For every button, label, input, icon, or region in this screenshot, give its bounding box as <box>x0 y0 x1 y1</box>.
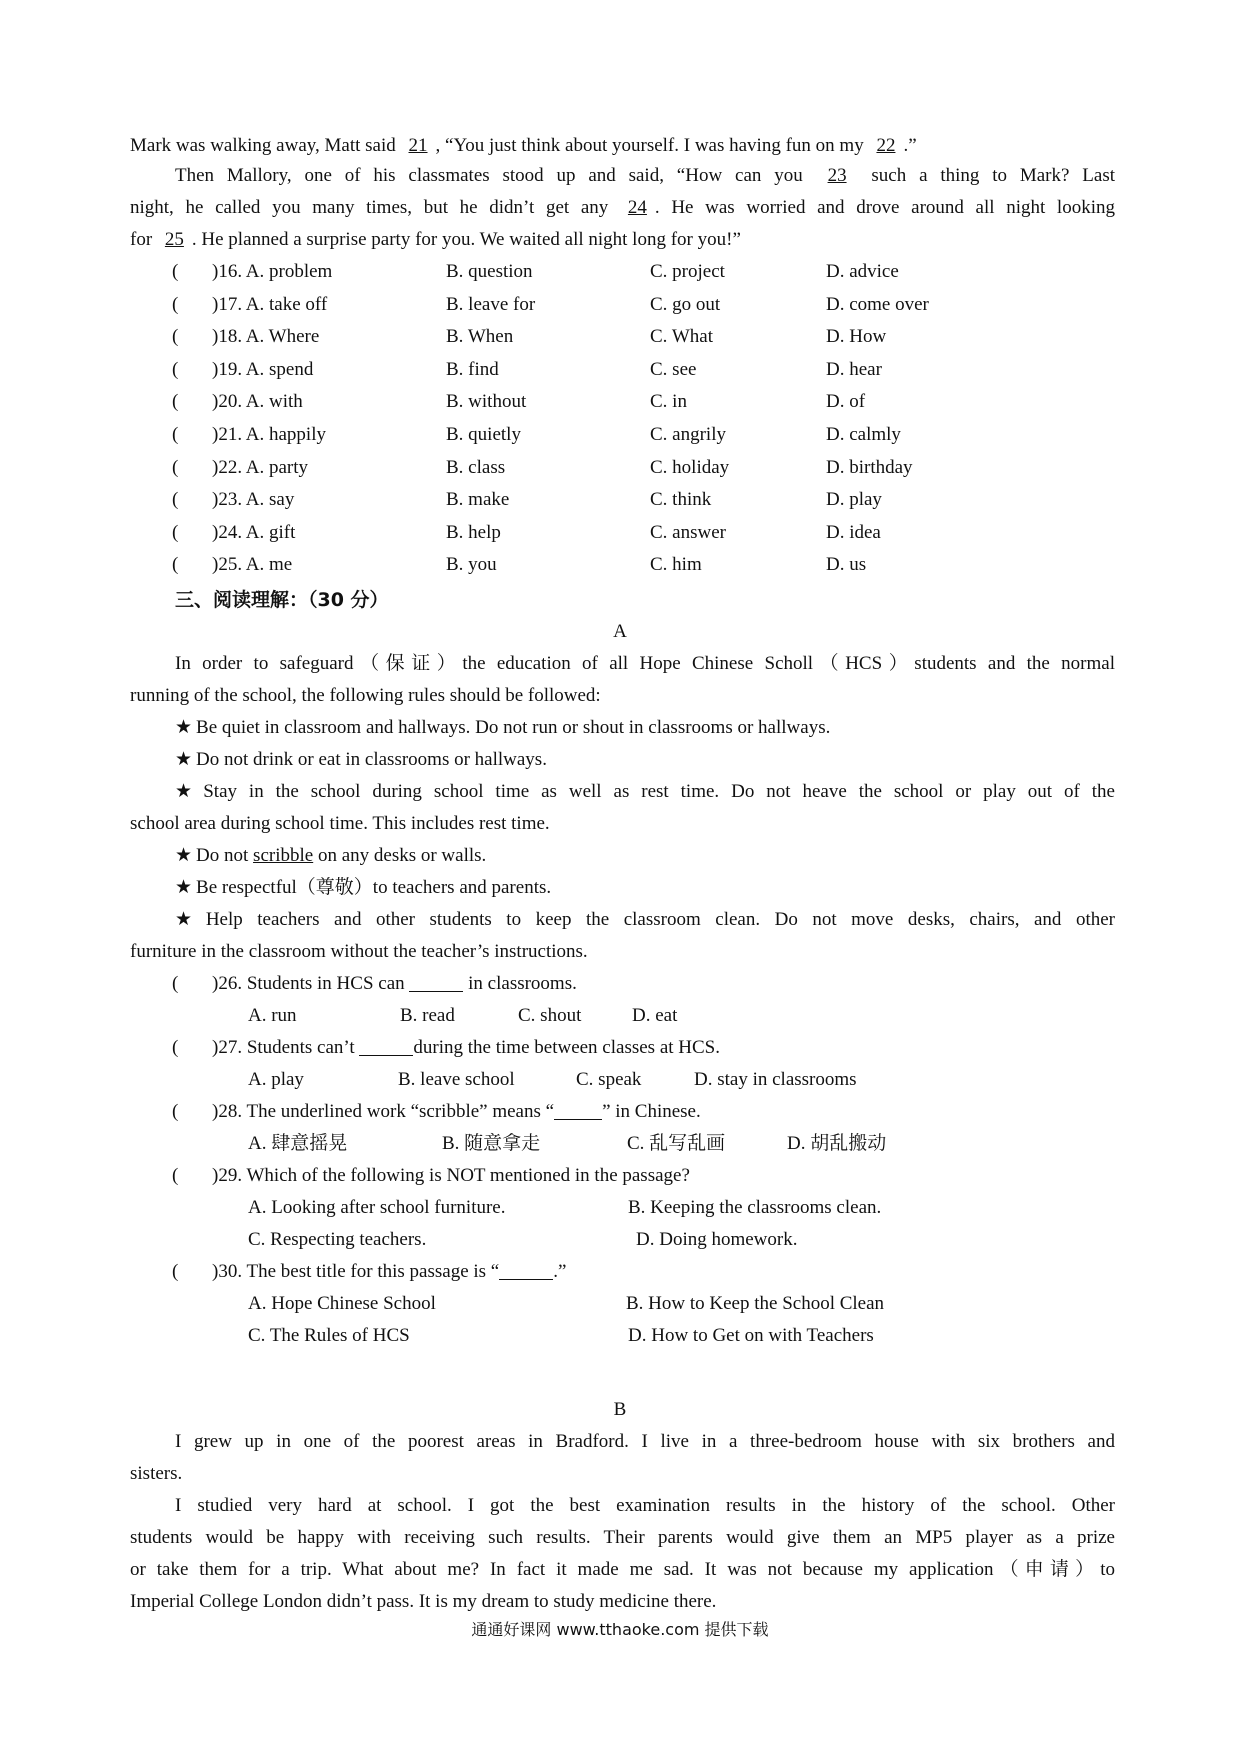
option-c: C. answer <box>650 522 726 543</box>
page-footer: 通通好课网 www.tthaoke.com 提供下载 <box>471 1620 769 1639</box>
cloze-line-1 <box>130 133 1115 159</box>
option-c: C. holiday <box>650 457 730 478</box>
underlined-word: scribble <box>253 845 314 866</box>
answer-paren: ( <box>172 973 179 994</box>
question-number-option-a: )21. A. happily <box>212 424 326 445</box>
answer-blank <box>359 1037 413 1056</box>
answer-paren: ( <box>172 457 179 478</box>
rule-text: on any desks or walls. <box>313 845 487 866</box>
answer-blank <box>499 1261 553 1280</box>
question-26 <box>0 971 1240 997</box>
question-26-options <box>0 1003 1240 1029</box>
option-d: D. hear <box>826 359 882 380</box>
option-d: D. advice <box>826 261 899 282</box>
cloze-line-3 <box>130 195 1115 221</box>
question-27 <box>0 1035 1240 1061</box>
passage-b-line-1: I grew up in one of the poorest areas in Bradford. I live in a three-bedroom house with six brothers and <box>175 1431 1115 1452</box>
option-b: B. When <box>446 326 514 347</box>
text: for <box>130 229 157 250</box>
answer-paren: ( <box>172 1101 179 1122</box>
option-c: C. him <box>650 554 702 575</box>
option-b: B. Keeping the classrooms clean. <box>628 1197 882 1218</box>
cloze-question <box>0 292 1240 318</box>
answer-paren: ( <box>172 261 179 282</box>
cloze-question <box>0 552 1240 578</box>
rule-2 <box>175 747 1115 773</box>
passage-b-line-2: sisters. <box>130 1463 183 1484</box>
option-b: B. without <box>446 391 527 412</box>
text: Mark was walking away, Matt said <box>130 135 401 156</box>
option-d: D. eat <box>632 1005 678 1026</box>
cloze-question <box>0 520 1240 546</box>
option-c: C. shout <box>518 1005 582 1026</box>
option-a: A. 肆意摇晃 <box>248 1133 348 1154</box>
option-b: B. help <box>446 522 501 543</box>
rule-3-cont: school area during school time. This includes rest time. <box>130 813 550 834</box>
option-c: C. see <box>650 359 697 380</box>
option-d: D. 胡乱搬动 <box>787 1133 887 1154</box>
rule-6-cont: furniture in the classroom without the teacher’s instructions. <box>130 941 588 962</box>
rule-text: Help teachers and other students to keep the classroom clean. Do not move desks, chairs, and other <box>205 909 1115 930</box>
answer-paren: ( <box>172 424 179 445</box>
section-heading: 三、阅读理解：（30 分） <box>175 589 389 611</box>
option-b: B. class <box>446 457 506 478</box>
answer-paren: ( <box>172 326 179 347</box>
question-number-option-a: )17. A. take off <box>212 294 328 315</box>
option-d: D. idea <box>826 522 881 543</box>
option-d: D. come over <box>826 294 929 315</box>
answer-paren: ( <box>172 489 179 510</box>
option-c: C. think <box>650 489 712 510</box>
cloze-line-4 <box>130 227 1115 253</box>
passage-b-line-6: Imperial College London didn’t pass. It is my dream to study medicine there. <box>130 1591 717 1612</box>
answer-paren: ( <box>172 391 179 412</box>
question-number-option-a: )22. A. party <box>212 457 309 478</box>
blank-25: 25 <box>164 229 184 250</box>
star-icon: ★ <box>175 781 200 802</box>
option-b: B. question <box>446 261 533 282</box>
option-d: D. How to Get on with Teachers <box>628 1325 874 1346</box>
passage-b-line-5: or take them for a trip. What about me? In fact it made me sad. It was not because my application（申请）to <box>130 1559 1115 1580</box>
cloze-question <box>0 455 1240 481</box>
option-c: C. project <box>650 261 725 282</box>
blank-23: 23 <box>827 165 847 186</box>
passage-b-label: B <box>613 1399 627 1420</box>
passage-b-line-4: students would be happy with receiving such results. Their parents would give them an MP5 player as a prize <box>130 1527 1115 1548</box>
question-27-options <box>0 1067 1240 1093</box>
question-30-options-row2 <box>0 1323 1240 1349</box>
star-icon: ★ <box>175 717 193 738</box>
passage-a-label: A <box>613 621 627 642</box>
option-d: D. play <box>826 489 882 510</box>
cloze-question <box>0 487 1240 513</box>
question-29-options-row1 <box>0 1195 1240 1221</box>
question-29 <box>0 1163 1240 1189</box>
text: . He was worried and drove around all night looking <box>654 197 1115 218</box>
passage-b-line-3: I studied very hard at school. I got the best examination results in the history of the school. Other <box>175 1495 1115 1516</box>
option-b: B. 随意拿走 <box>442 1133 541 1154</box>
question-number-option-a: )23. A. say <box>212 489 295 510</box>
text: , “You just think about yourself. I was having fun on my <box>435 135 869 156</box>
option-c: C. in <box>650 391 687 412</box>
text: .” <box>903 135 917 156</box>
rule-text: Be respectful（尊敬）to teachers and parents. <box>196 877 552 898</box>
cloze-question <box>0 422 1240 448</box>
blank-24: 24 <box>627 197 647 218</box>
rule-text: Stay in the school during school time as well as rest time. Do not heave the school or play out of the <box>203 781 1115 802</box>
answer-paren: ( <box>172 1165 179 1186</box>
answer-paren: ( <box>172 522 179 543</box>
text: such a thing to Mark? Last <box>858 165 1115 186</box>
answer-blank <box>409 973 463 992</box>
option-c: C. The Rules of HCS <box>248 1325 410 1346</box>
question-number-option-a: )16. A. problem <box>212 261 333 282</box>
option-c: C. 乱写乱画 <box>627 1133 726 1154</box>
cloze-question <box>0 389 1240 415</box>
option-b: B. read <box>400 1005 455 1026</box>
option-c: C. Respecting teachers. <box>248 1229 427 1250</box>
option-c: C. What <box>650 326 713 347</box>
blank-21: 21 <box>408 135 428 156</box>
rule-1 <box>175 715 1115 741</box>
rule-4 <box>175 843 1115 869</box>
rule-text: Do not drink or eat in classrooms or hallways. <box>196 749 547 770</box>
answer-paren: ( <box>172 1037 179 1058</box>
star-icon: ★ <box>175 749 193 770</box>
answer-paren: ( <box>172 554 179 575</box>
text: . He planned a surprise party for you. We waited all night long for you!” <box>191 229 741 250</box>
rule-text: Do not <box>196 845 254 866</box>
option-b: B. leave for <box>446 294 536 315</box>
option-a: A. Looking after school furniture. <box>248 1197 506 1218</box>
answer-blank <box>554 1101 602 1120</box>
question-28-options <box>0 1131 1240 1157</box>
question-29-options-row2 <box>0 1227 1240 1253</box>
option-b: B. find <box>446 359 499 380</box>
cloze-line-2 <box>175 163 1115 189</box>
option-b: B. you <box>446 554 497 575</box>
star-icon: ★ <box>175 877 193 898</box>
option-d: D. Doing homework. <box>636 1229 798 1250</box>
question-stem: )26. Students in HCS can in classrooms. <box>212 973 577 994</box>
option-a: A. run <box>248 1005 297 1026</box>
option-c: C. angrily <box>650 424 726 445</box>
text: night, he called you many times, but he didn’t get any <box>130 197 620 218</box>
star-icon: ★ <box>175 909 202 930</box>
passage-a-intro-1: In order to safeguard（保证）the education of all Hope Chinese Scholl（HCS）students and the normal <box>175 653 1115 674</box>
option-d: D. of <box>826 391 866 412</box>
option-b: B. How to Keep the School Clean <box>626 1293 885 1314</box>
cloze-question <box>0 259 1240 285</box>
rule-3 <box>175 779 1115 805</box>
question-30 <box>0 1259 1240 1285</box>
question-stem: )28. The underlined work “scribble” means “ ” in Chinese. <box>212 1101 701 1122</box>
option-d: D. us <box>826 554 867 575</box>
option-a: A. Hope Chinese School <box>248 1293 436 1314</box>
option-d: D. calmly <box>826 424 901 445</box>
question-30-options-row1 <box>0 1291 1240 1317</box>
rule-text: Be quiet in classroom and hallways. Do not run or shout in classrooms or hallways. <box>196 717 831 738</box>
question-number-option-a: )20. A. with <box>212 391 303 412</box>
question-number-option-a: )19. A. spend <box>212 359 314 380</box>
question-stem: )29. Which of the following is NOT mentioned in the passage? <box>212 1165 690 1186</box>
question-number-option-a: )18. A. Where <box>212 326 320 347</box>
option-c: C. speak <box>576 1069 642 1090</box>
cloze-question <box>0 324 1240 350</box>
text: Then Mallory, one of his classmates stood up and said, “How can you <box>175 165 816 186</box>
option-a: A. play <box>248 1069 304 1090</box>
answer-paren: ( <box>172 294 179 315</box>
question-stem: )30. The best title for this passage is “ .” <box>212 1261 567 1282</box>
option-c: C. go out <box>650 294 721 315</box>
rule-6 <box>175 907 1115 933</box>
answer-paren: ( <box>172 1261 179 1282</box>
option-b: B. leave school <box>398 1069 515 1090</box>
option-d: D. How <box>826 326 887 347</box>
option-b: B. make <box>446 489 510 510</box>
question-number-option-a: )25. A. me <box>212 554 293 575</box>
star-icon: ★ <box>175 845 193 866</box>
blank-22: 22 <box>876 135 896 156</box>
option-d: D. stay in classrooms <box>694 1069 857 1090</box>
question-stem: )27. Students can’t during the time between classes at HCS. <box>212 1037 720 1058</box>
passage-a-intro-2: running of the school, the following rules should be followed: <box>130 685 601 706</box>
answer-paren: ( <box>172 359 179 380</box>
question-28 <box>0 1099 1240 1125</box>
option-d: D. birthday <box>826 457 913 478</box>
option-b: B. quietly <box>446 424 521 445</box>
cloze-question <box>0 357 1240 383</box>
question-number-option-a: )24. A. gift <box>212 522 296 543</box>
rule-5 <box>175 875 1115 901</box>
